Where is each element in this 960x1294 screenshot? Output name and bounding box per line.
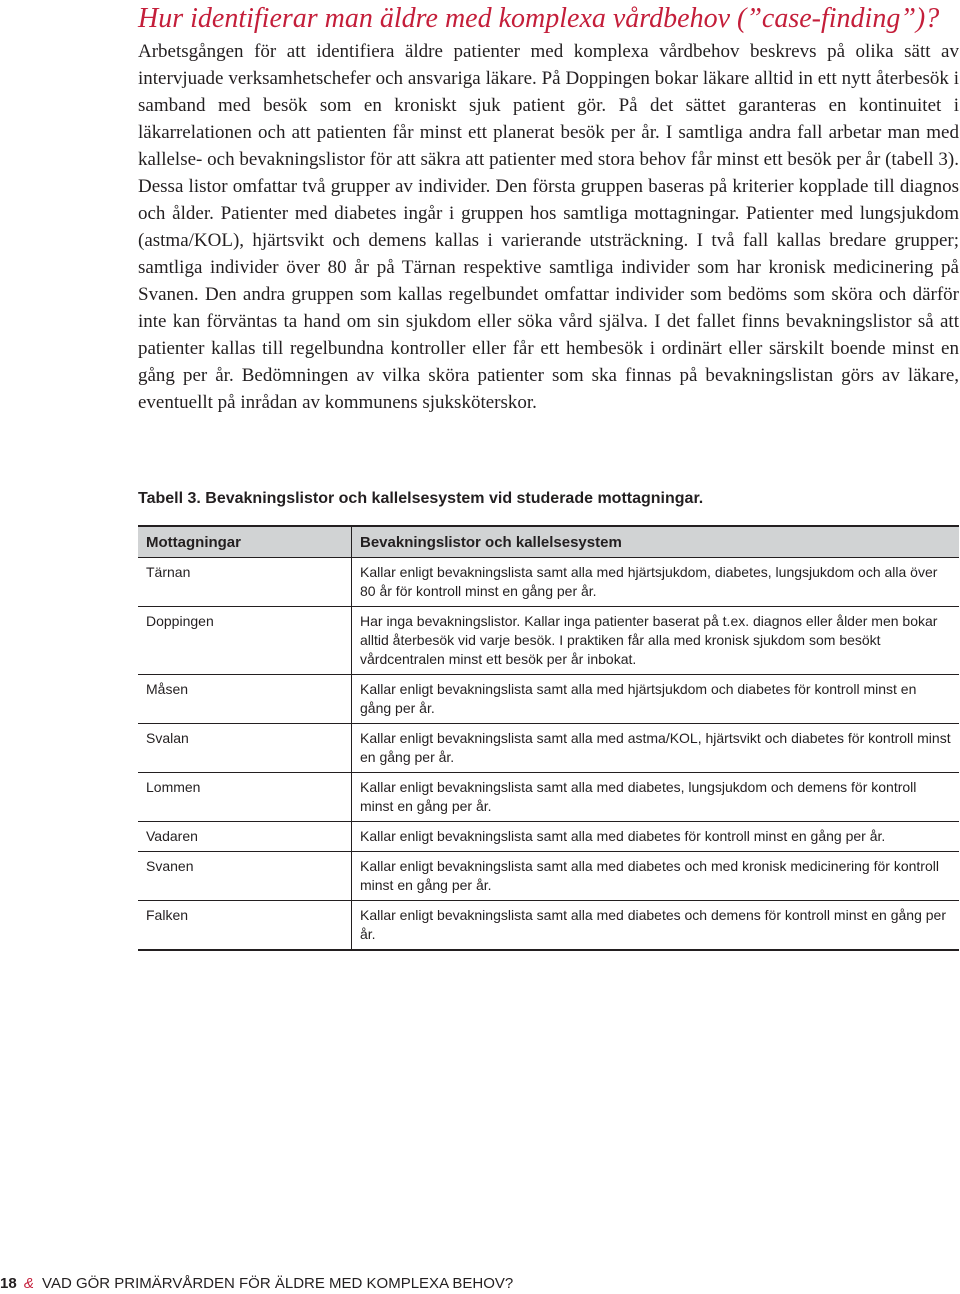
table-row bbox=[138, 852, 959, 901]
clinic-cell: Lommen bbox=[138, 773, 352, 822]
page-number: 18 bbox=[0, 1275, 17, 1292]
body-paragraph: Arbetsgången för att identifiera äldre patienter med komplexa vårdbehov beskrevs på olika sätt av intervjuade verksamhetschefer och ansvariga läkare. På Doppingen bokar läkare alltid in ett nytt återbesök i samband med besök som en kroniskt sjuk patient gör. På det sättet garanteras en kontinuitet i läkarrelationen och att patienten får minst ett planerat besök per år. I samtliga andra fall arbetar man med kallelse- och bevakningslistor för att säkra att patienter med stora behov får minst ett besök per år (tabell 3). Dessa listor omfattar två grupper av individer. Den första gruppen baseras på kriterier kopplade till diagnos och ålder. Patienter med diabetes ingår i gruppen hos samtliga mottagningar. Patienter med lungsjukdom (astma/KOL), hjärtsvikt och demens kallas i varierande utsträckning. I två fall kallas bredare grupper; samtliga individer över 80 år på Tärnan respektive samtliga individer som har kronisk medicinering på Svanen. Den andra gruppen som kallas regelbundet omfattar individer som bedöms som sköra och därför inte kan förväntas ta hand om sin sjukdom eller söka vård själva. I det fallet finns bevakningslistor så att patienter kallas till regelbundna kontroller eller får ett hembesök i ordinärt eller särskilt boende minst en gång per år. Bedömningen av vilka sköra patienter som ska finnas på bevakningslistan görs av läkare, eventuellt på inrådan av kommunens sjuksköterskor. bbox=[138, 41, 959, 413]
lists-cell: Kallar enligt bevakningslista samt alla med hjärtsjukdom och diabetes för kontroll minst en gång per år. bbox=[352, 675, 960, 724]
clinic-cell: Falken bbox=[138, 901, 352, 951]
column-header-clinic: Mottagningar bbox=[138, 526, 352, 558]
table-row bbox=[138, 901, 959, 951]
lists-cell: Kallar enligt bevakningslista samt alla med diabetes och demens för kontroll minst en gång per år. bbox=[360, 907, 946, 942]
clinic-cell: Vadaren bbox=[138, 822, 352, 852]
lists-cell: Kallar enligt bevakningslista samt alla med astma/KOL, hjärtsvikt och diabetes för kontroll minst en gång per år. bbox=[352, 724, 960, 773]
clinic-cell: Svanen bbox=[138, 852, 352, 901]
table-caption: Tabell 3. Bevakningslistor och kallelsesystem vid studerade mottagningar. bbox=[138, 490, 704, 507]
lists-cell: Kallar enligt bevakningslista samt alla med diabetes, lungsjukdom och demens för kontroll minst en gång per år. bbox=[352, 773, 960, 822]
clinic-cell: Måsen bbox=[138, 675, 352, 724]
table-row bbox=[138, 675, 959, 724]
lists-cell: Kallar enligt bevakningslista samt alla med diabetes och med kronisk medicinering för kontroll minst en gång per år. bbox=[352, 852, 960, 901]
column-header-lists: Bevakningslistor och kallelsesystem bbox=[352, 526, 960, 558]
lists-cell: Kallar enligt bevakningslista samt alla med diabetes för kontroll minst en gång per år. bbox=[352, 822, 960, 852]
lists-cell: Kallar enligt bevakningslista samt alla med hjärtsjukdom, diabetes, lungsjukdom och alla över 80 år för kontroll minst en gång per år. bbox=[352, 558, 960, 607]
section-heading: Hur identifierar man äldre med komplexa vårdbehov (”case-finding”)? bbox=[138, 3, 940, 34]
table-row bbox=[138, 822, 959, 852]
table-row bbox=[138, 724, 959, 773]
table-row bbox=[138, 607, 959, 675]
clinic-cell: Doppingen bbox=[138, 607, 352, 675]
clinic-cell: Svalan bbox=[138, 724, 352, 773]
table-row bbox=[138, 558, 959, 607]
footer-title: VAD GÖR PRIMÄRVÅRDEN FÖR ÄLDRE MED KOMPLEXA BEHOV? bbox=[42, 1275, 514, 1292]
page-footer bbox=[0, 1274, 513, 1294]
lists-cell: Har inga bevakningslistor. Kallar inga patienter baserat på t.ex. diagnos eller ålder men bokar alltid återbesök vid varje besök. I praktiken får alla med kronisk sjukdom som besökt vårdcentralen minst ett besök per år inbokat. bbox=[352, 607, 960, 675]
table-row bbox=[138, 773, 959, 822]
ampersand-icon: & bbox=[23, 1275, 34, 1292]
care-lists-table bbox=[138, 525, 959, 951]
table-header-row bbox=[138, 526, 959, 558]
clinic-cell: Tärnan bbox=[138, 558, 352, 607]
